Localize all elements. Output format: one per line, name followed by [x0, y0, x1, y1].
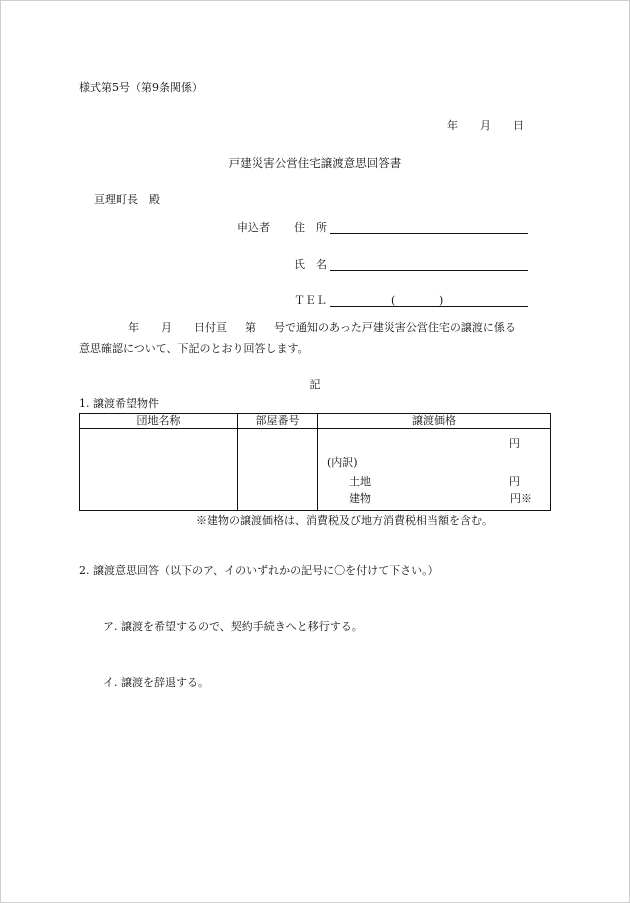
body-text-line2: 意思確認について、下記のとおり回答します。	[79, 342, 309, 355]
header-price: 譲渡価格	[318, 414, 551, 429]
form-number: 様式第5号（第9条関係）	[79, 81, 203, 94]
price-cell[interactable]	[318, 429, 551, 511]
price-building-yen: 円※	[510, 492, 532, 505]
name-field[interactable]	[330, 270, 528, 271]
header-room-number: 部屋番号	[238, 414, 318, 429]
ki-heading: 記	[309, 378, 321, 391]
body-year: 年	[128, 321, 139, 334]
tel-label: ＴＥＬ	[294, 294, 327, 307]
tax-note: ※建物の譲渡価格は、消費税及び地方消費税相当額を含む。	[196, 514, 493, 527]
price-land-label: 土地	[349, 475, 371, 488]
section1-heading: 1. 譲渡希望物件	[79, 397, 159, 410]
option-a[interactable]: ア. 譲渡を希望するので、契約手続きへと移行する。	[103, 620, 363, 633]
address-field[interactable]	[330, 233, 528, 234]
table-row	[80, 429, 551, 511]
tel-field[interactable]	[330, 306, 528, 307]
body-date-ref: 日付亘	[194, 321, 227, 334]
body-rest: 号で通知のあった戸建災害公営住宅の譲渡に係る	[274, 321, 516, 334]
room-number-cell[interactable]	[238, 429, 318, 511]
name-label: 氏 名	[294, 258, 327, 271]
date-month: 月	[480, 119, 491, 132]
body-month: 月	[161, 321, 172, 334]
applicant-label: 申込者	[237, 221, 270, 234]
body-number-prefix: 第	[245, 321, 256, 334]
body-text-line1	[128, 321, 516, 335]
complex-name-cell[interactable]	[80, 429, 238, 511]
addressee: 亘理町長 殿	[94, 193, 160, 206]
date-line	[447, 119, 524, 133]
option-i[interactable]: イ. 譲渡を辞退する。	[103, 676, 209, 689]
table-header-row	[80, 414, 551, 429]
price-building-label: 建物	[349, 492, 371, 505]
tel-paren-close: )	[439, 294, 444, 307]
date-year: 年	[447, 119, 458, 132]
date-day: 日	[513, 119, 524, 132]
price-land-yen: 円	[509, 475, 520, 488]
price-breakdown-label: (内訳)	[327, 456, 358, 469]
document-title: 戸建災害公営住宅譲渡意思回答書	[228, 156, 402, 170]
section2-heading: 2. 譲渡意思回答（以下のア、イのいずれかの記号に〇を付けて下さい。）	[79, 564, 439, 577]
tel-paren-open: (	[391, 294, 396, 307]
address-label: 住 所	[294, 221, 327, 234]
property-table	[79, 413, 551, 511]
price-total-yen: 円	[509, 437, 520, 450]
header-complex-name: 団地名称	[80, 414, 238, 429]
